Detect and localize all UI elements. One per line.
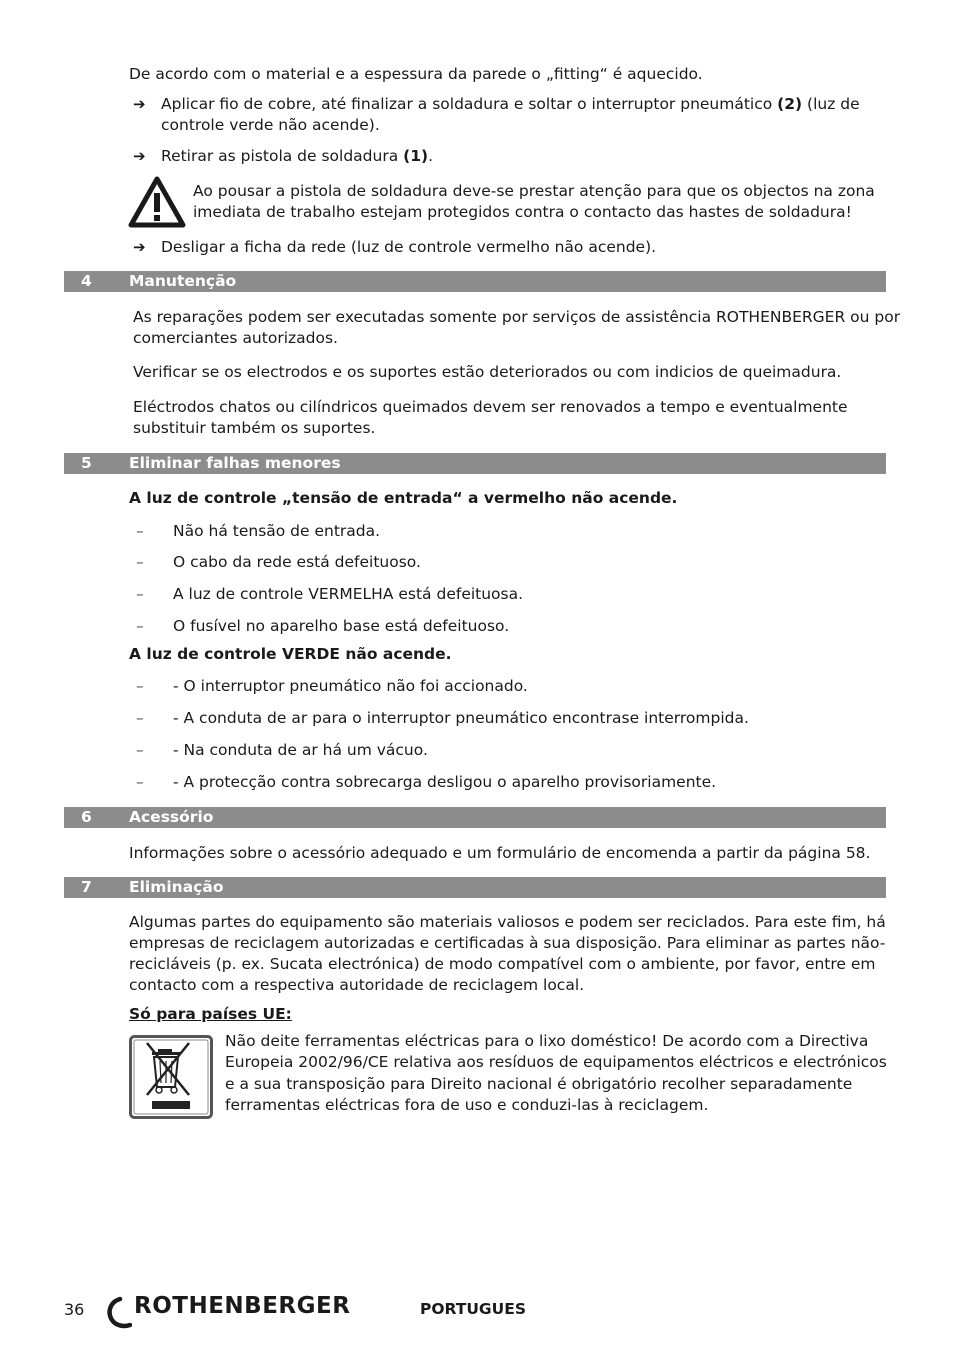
maintenance-p2: Verificar se os electrodos e os suportes estão deteriorados ou com indicios de queimadura. — [133, 363, 842, 381]
section-header-troubleshooting — [64, 453, 886, 474]
maintenance-p1-line2: comerciantes autorizados. — [133, 329, 338, 347]
step-2 — [161, 146, 433, 167]
list-item: - A conduta de ar para o interruptor pneumático encontrase interrompida. — [173, 709, 749, 727]
list-item: A luz de controle VERMELHA está defeituosa. — [173, 585, 524, 603]
dash-bullet: – — [136, 522, 144, 540]
disposal-p1-line2: empresas de reciclagem autorizadas e certificadas à sua disposição. Para eliminar as partes não- — [129, 934, 886, 952]
section-header-accessories — [64, 807, 886, 828]
green-light-heading: A luz de controle VERDE não acende. — [129, 645, 452, 663]
section-title: Eliminação — [129, 878, 224, 896]
section-title: Acessório — [129, 808, 214, 826]
weee-bin-icon — [129, 1035, 213, 1119]
list-item: - A protecção contra sobrecarga desligou o aparelho provisoriamente. — [173, 773, 717, 791]
step-1-line1 — [161, 94, 860, 115]
warning-line1: Ao pousar a pistola de soldadura deve-se prestar atenção para que os objectos na zona — [193, 182, 875, 200]
disposal-p1-line1: Algumas partes do equipamento são materiais valiosos e podem ser reciclados. Para este fim, há — [129, 913, 886, 931]
brand-name: ROTHENBERGER — [134, 1293, 351, 1319]
dash-bullet: – — [136, 553, 144, 571]
eu-heading: Só para países UE: — [129, 1005, 292, 1023]
section-number: 5 — [81, 454, 92, 472]
section-title: Manutenção — [129, 272, 237, 290]
maintenance-p3-line2: substituir também os suportes. — [133, 419, 376, 437]
step-2-ref: (1) — [403, 147, 429, 165]
disposal-p1-line4: contacto com a respectiva autoridade de reciclagem local. — [129, 976, 585, 994]
dash-bullet: – — [136, 709, 144, 727]
warning-line2: imediata de trabalho estejam protegidos contra o contacto das hastes de soldadura! — [193, 203, 852, 221]
list-item: O fusível no aparelho base está defeituoso. — [173, 617, 510, 635]
dash-bullet: – — [136, 741, 144, 759]
section-number: 6 — [81, 808, 92, 826]
step-1-text-end: (luz de — [802, 95, 860, 113]
eu-text-line3: e a sua transposição para Direito nacional é obrigatório recolher separadamente — [225, 1075, 853, 1093]
section-number: 4 — [81, 272, 92, 290]
step-1-text: Aplicar fio de cobre, até finalizar a soldadura e soltar o interruptor pneumático — [161, 95, 778, 113]
step-1-line2: controle verde não acende). — [161, 116, 380, 134]
arrow-icon: ➔ — [133, 147, 146, 165]
eu-text-line4: ferramentas eléctricas fora de uso e conduzi-las à reciclagem. — [225, 1096, 709, 1114]
maintenance-p3-line1: Eléctrodos chatos ou cilíndricos queimados devem ser renovados a tempo e eventualmente — [133, 398, 848, 416]
page-number: 36 — [64, 1300, 85, 1319]
step-2-text-end: . — [428, 147, 434, 165]
warning-icon — [128, 176, 186, 228]
section-number: 7 — [81, 878, 92, 896]
eu-text-line1: Não deite ferramentas eléctricas para o lixo doméstico! De acordo com a Directiva — [225, 1032, 869, 1050]
language-label: PORTUGUES — [420, 1300, 526, 1318]
dash-bullet: – — [136, 617, 144, 635]
step-2-text: Retirar as pistola de soldadura — [161, 147, 404, 165]
disposal-p1-line3: recicláveis (p. ex. Sucata electrónica) de modo compatível com o ambiente, por favor, entre em — [129, 955, 876, 973]
list-item: O cabo da rede está defeituoso. — [173, 553, 421, 571]
brand-logo — [106, 1293, 351, 1330]
list-item: - Na conduta de ar há um vácuo. — [173, 741, 428, 759]
dash-bullet: – — [136, 585, 144, 603]
red-light-heading: A luz de controle „tensão de entrada“ a vermelho não acende. — [129, 489, 678, 507]
accessories-text: Informações sobre o acessório adequado e um formulário de encomenda a partir da página 58. — [129, 844, 871, 862]
step-3: Desligar a ficha da rede (luz de controle vermelho não acende). — [161, 238, 657, 256]
section-title: Eliminar falhas menores — [129, 454, 341, 472]
section-header-maintenance — [64, 271, 886, 292]
eu-text-line2: Europeia 2002/96/CE relativa aos resíduos de equipamentos eléctricos e electrónicos — [225, 1053, 887, 1071]
intro-text: De acordo com o material e a espessura da parede o „fitting“ é aquecido. — [129, 65, 703, 83]
maintenance-p1-line1: As reparações podem ser executadas somente por serviços de assistência ROTHENBERGER ou por — [133, 308, 901, 326]
dash-bullet: – — [136, 773, 144, 791]
section-header-disposal — [64, 877, 886, 898]
list-item: - O interruptor pneumático não foi accionado. — [173, 677, 528, 695]
step-1-ref: (2) — [777, 95, 803, 113]
logo-swoosh-icon — [106, 1296, 132, 1330]
list-item: Não há tensão de entrada. — [173, 522, 381, 540]
dash-bullet: – — [136, 677, 144, 695]
arrow-icon: ➔ — [133, 95, 146, 113]
arrow-icon: ➔ — [133, 238, 146, 256]
